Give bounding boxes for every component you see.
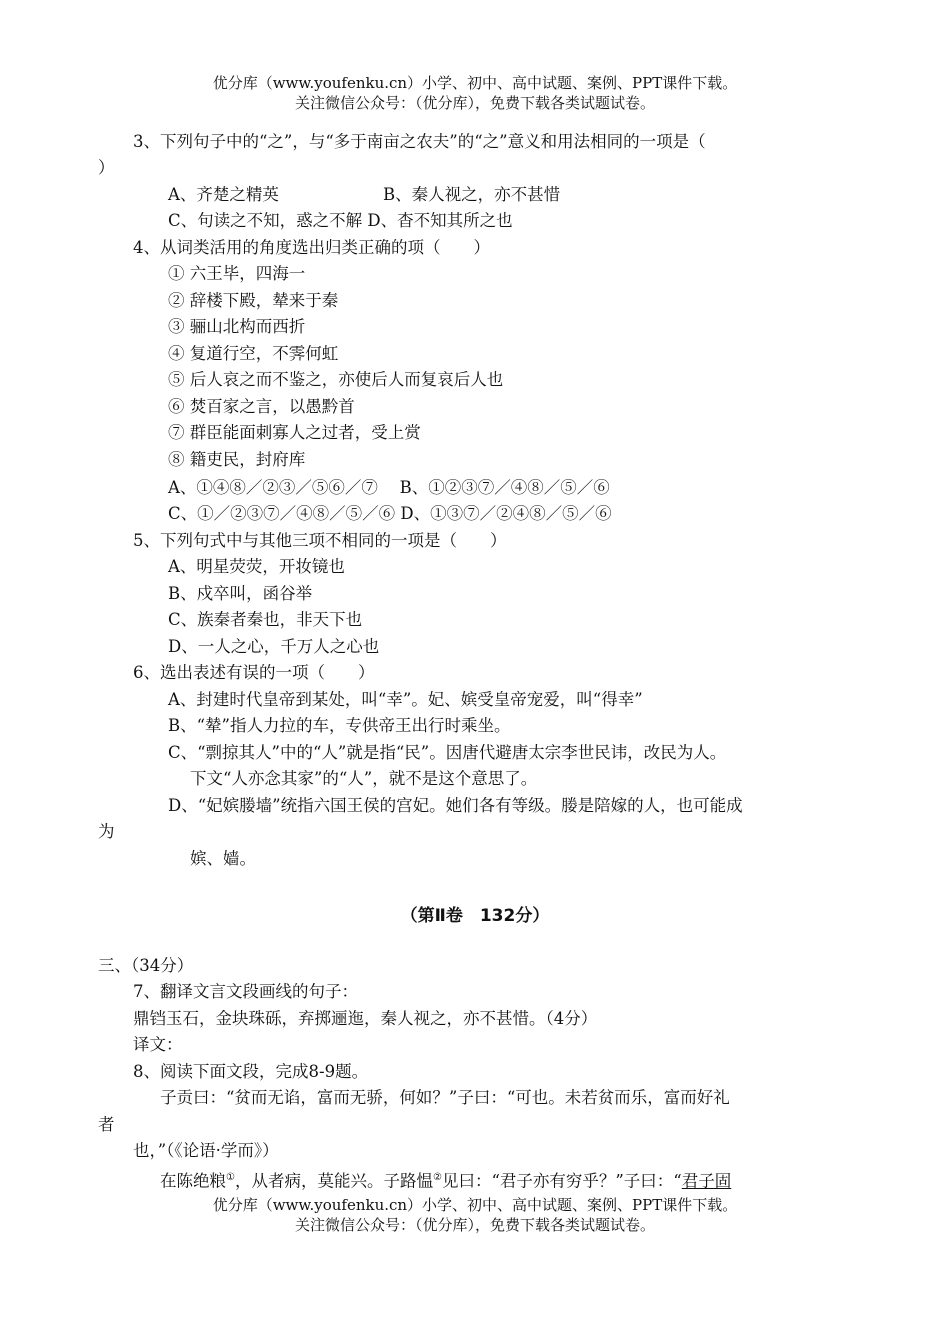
footer-line-2: 关注微信公众号：（优分库），免费下载各类试题试卷。 xyxy=(294,1216,655,1234)
q5-stem: 5、下列句式中与其他三项不相同的一项是（ ） xyxy=(133,531,507,550)
q5-option: B、戍卒叫，函谷举 xyxy=(168,584,313,603)
q4-item: ⑤ 后人哀之而不鉴之，亦使后人而复哀后人也 xyxy=(168,370,504,389)
footnote-marker: ② xyxy=(432,1172,442,1183)
footer-line-1: 优分库（www.youfenku.cn）小学、初中、高中试题、案例、PPT课件下载。 xyxy=(212,1196,738,1214)
q8-passage-1: 子贡曰：“贫而无谄，富而无骄，何如？”子曰：“可也。未若贫而乐，富而好礼 xyxy=(160,1088,730,1107)
part2-title: （第Ⅱ卷 132分） xyxy=(400,906,550,926)
header-line-2: 关注微信公众号：（优分库），免费下载各类试题试卷。 xyxy=(294,94,655,112)
q4-item: ③ 骊山北构而西折 xyxy=(168,317,306,336)
q3-option-cd: C、句读之不知，惑之不解 D、杳不知其所之也 xyxy=(168,211,513,230)
q7-stem: 7、翻译文言文段画线的句子： xyxy=(133,982,358,1001)
q4-item: ② 辞楼下殿，辇来于秦 xyxy=(168,291,339,310)
q8-passage-1-wrap: 者 xyxy=(98,1115,115,1134)
q3-stem: 3、下列句子中的“之”，与“多于南亩之农夫”的“之”意义和用法相同的一项是（ xyxy=(133,132,706,151)
q4-item: ⑦ 群臣能面刺寡人之过者，受上赏 xyxy=(168,423,421,442)
q7-text: 鼎铛玉石，金块珠砾，弃掷逦迤，秦人视之，亦不甚惜。（4分） xyxy=(133,1009,598,1028)
q3-option-a: A、齐楚之精英 xyxy=(168,185,279,204)
q7-answer-label: 译文： xyxy=(133,1035,183,1054)
header-line-1: 优分库（www.youfenku.cn）小学、初中、高中试题、案例、PPT课件下载。 xyxy=(212,74,738,92)
q8-passage-2-lead: 在陈绝粮 xyxy=(160,1171,226,1191)
q8-passage-2-mid: ，从者病，莫能兴。子路愠 xyxy=(234,1171,433,1191)
q6-stem: 6、选出表述有误的一项（ ） xyxy=(133,663,375,682)
q6-option-d-wrap: 为 xyxy=(98,822,115,841)
q4-item: ⑥ 焚百家之言，以愚黔首 xyxy=(168,397,355,416)
section3-heading: 三、（34分） xyxy=(98,956,194,975)
q5-option: A、明星荧荧，开妆镜也 xyxy=(168,557,345,576)
q4-options-ab: A、①④⑧／②③／⑤⑥／⑦ B、①②③⑦／④⑧／⑤／⑥ xyxy=(168,478,610,497)
q6-option-d: D、“妃嫔媵墙”统指六国王侯的宫妃。她们各有等级。媵是陪嫁的人，也可能成 xyxy=(168,796,743,815)
q4-options-cd: C、①／②③⑦／④⑧／⑤／⑥ D、①③⑦／②④⑧／⑤／⑥ xyxy=(168,504,612,523)
q4-item: ⑧ 籍吏民，封府库 xyxy=(168,450,306,469)
q8-stem: 8、阅读下面文段，完成8-9题。 xyxy=(133,1062,369,1081)
q5-option: D、一人之心，千万人之心也 xyxy=(168,637,380,656)
q8-passage-2-rest: 见曰：“君子亦有穷乎？”子曰：“ xyxy=(441,1171,682,1191)
q4-stem: 4、从词类活用的角度选出归类正确的项（ ） xyxy=(133,238,490,257)
q6-option-a: A、封建时代皇帝到某处，叫“幸”。妃、嫔受皇帝宠爱，叫“得幸” xyxy=(168,690,643,709)
q4-item: ④ 复道行空，不霁何虹 xyxy=(168,344,339,363)
q3-option-b: B、秦人视之，亦不甚惜 xyxy=(383,185,561,204)
q8-passage-2 xyxy=(160,1168,731,1192)
q5-option: C、族秦者秦也，非天下也 xyxy=(168,610,363,629)
q6-option-b: B、“辇”指人力拉的车，专供帝王出行时乘坐。 xyxy=(168,716,511,735)
q4-item: ① 六王毕，四海一 xyxy=(168,264,306,283)
q8-passage-1-end: 也，”（《论语·学而》） xyxy=(133,1141,279,1160)
q8-underlined-sentence: 君子固 xyxy=(681,1171,732,1191)
q3-stem-tail: ） xyxy=(98,158,115,177)
q6-option-c: C、“剽掠其人”中的“人”就是指“民”。因唐代避唐太宗李世民讳，改民为人。 xyxy=(168,743,727,762)
q6-option-c-cont: 下文“人亦念其家”的“人”，就不是这个意思了。 xyxy=(190,769,538,788)
footnote-marker: ① xyxy=(226,1172,235,1183)
q6-option-d-cont: 嫔、嫱。 xyxy=(190,849,256,868)
